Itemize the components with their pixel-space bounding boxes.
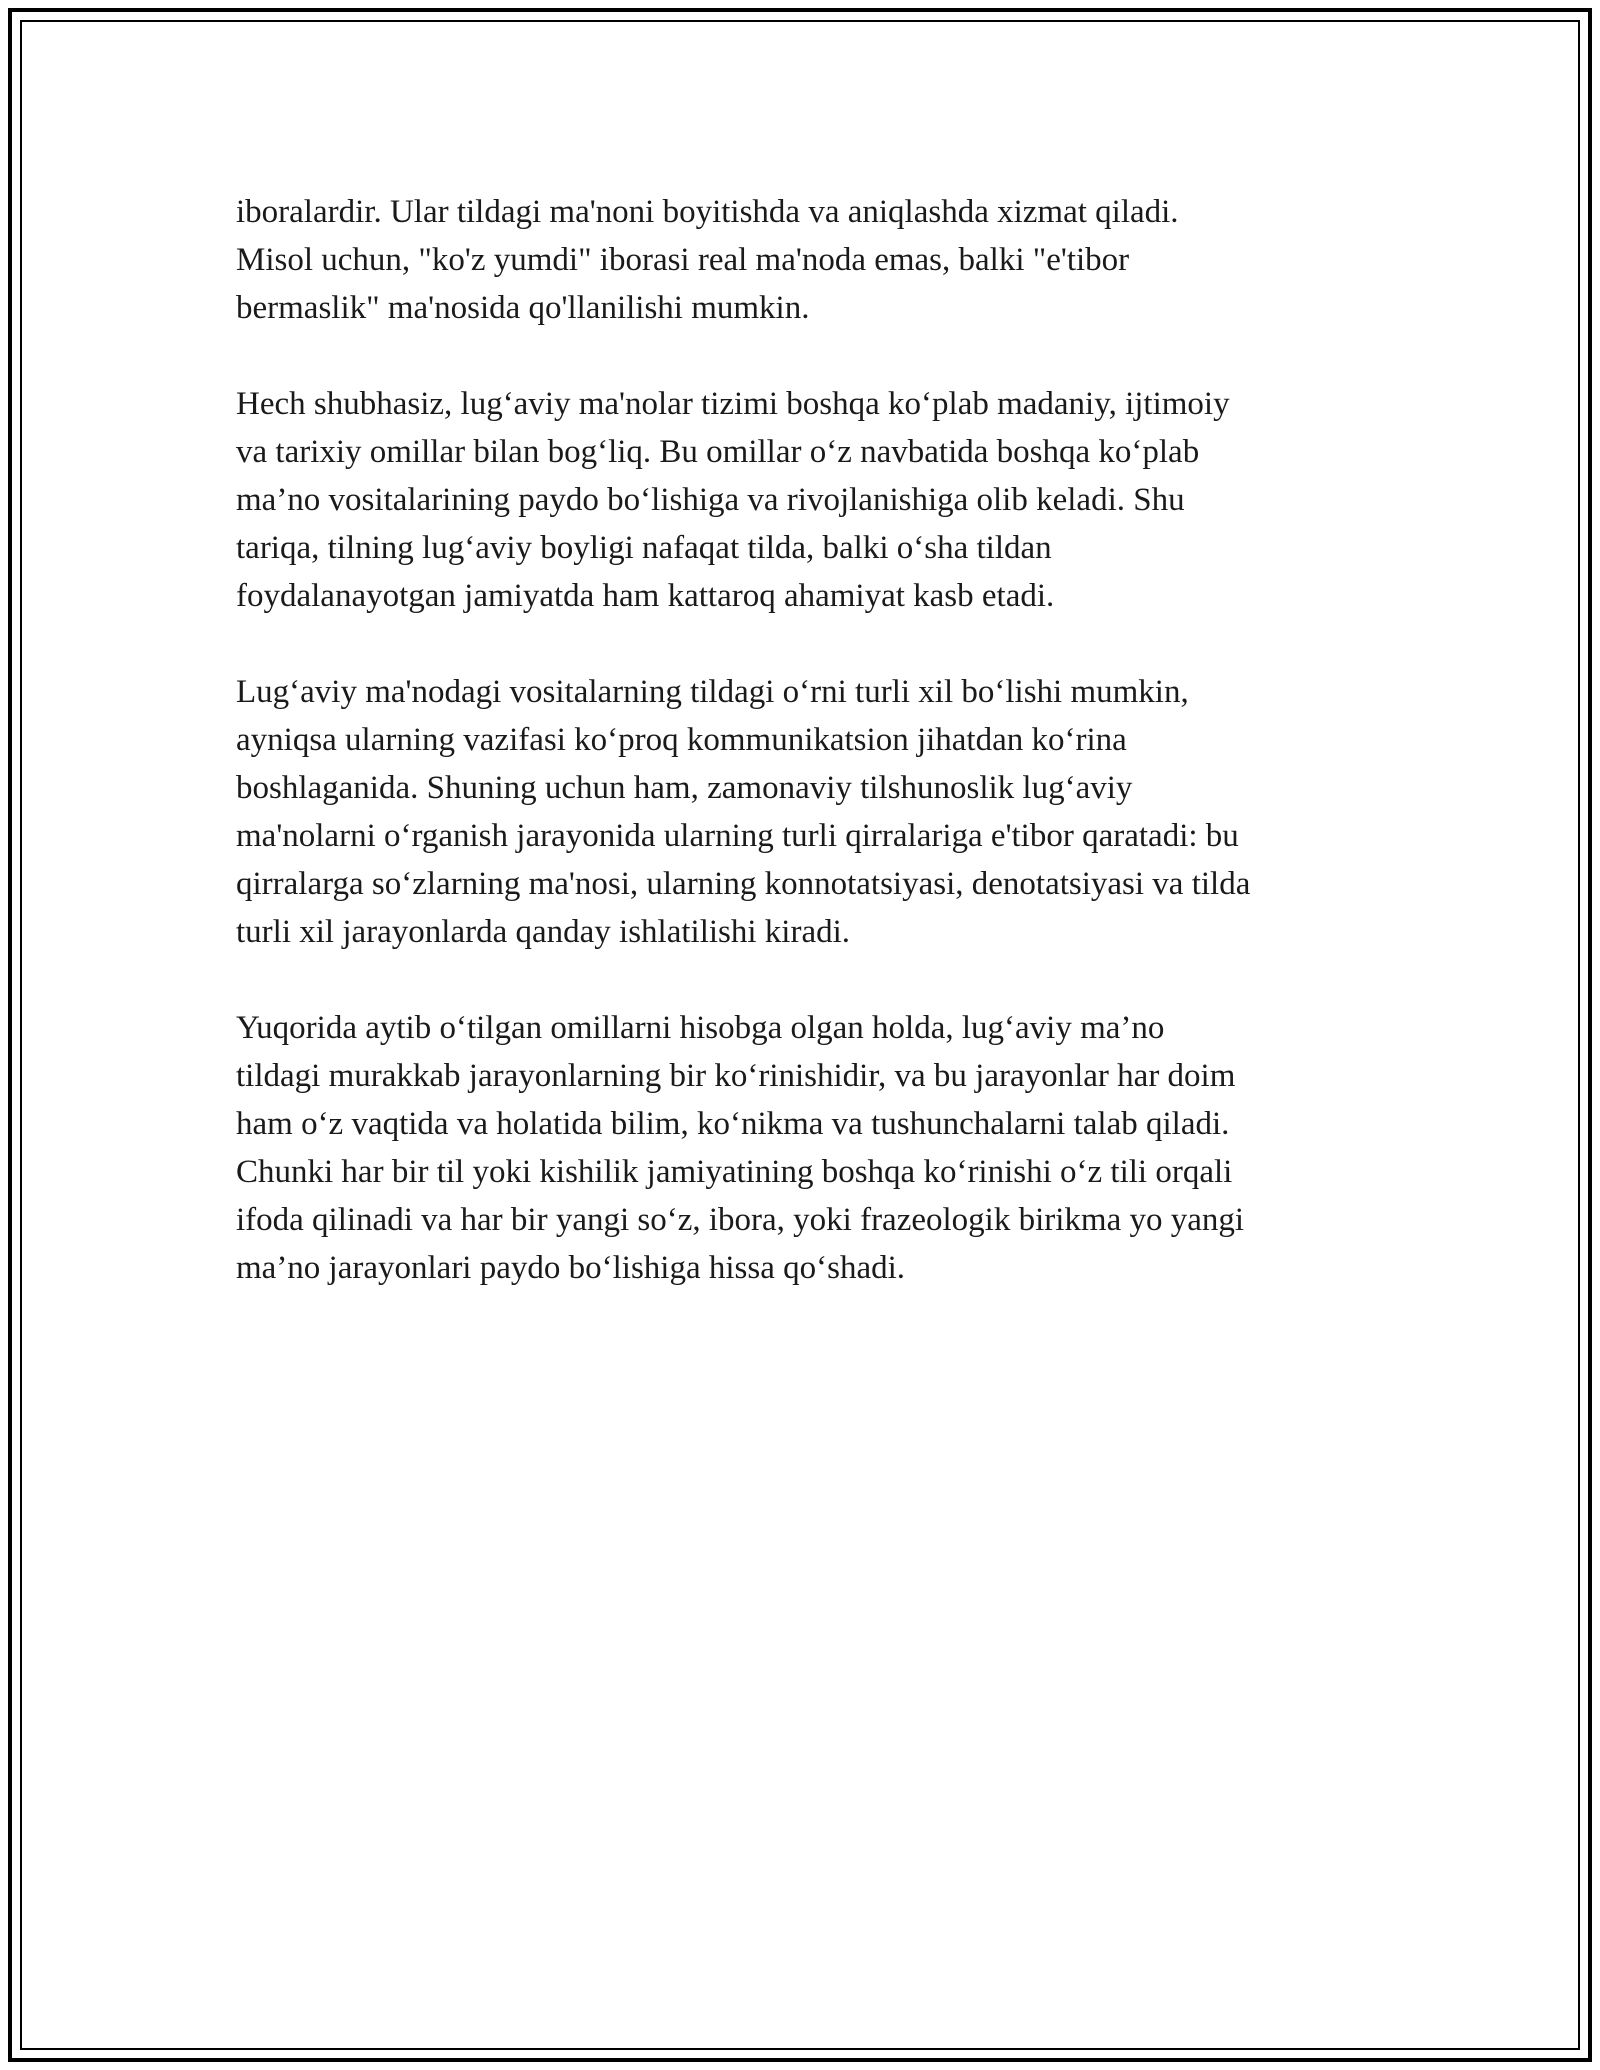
text-line: ifoda qilinadi va har bir yangi so‘z, ibora, yoki frazeologik birikma yo yangi — [236, 1202, 1245, 1238]
text-line: tildagi murakkab jarayonlarning bir ko‘rinishidir, va bu jarayonlar har doim — [236, 1058, 1236, 1094]
text-line: foydalanayotgan jamiyatda ham kattaroq ahamiyat kasb etadi. — [236, 578, 1055, 614]
text-line: qirralarga so‘zlarning ma'nosi, ularning konnotatsiyasi, denotatsiyasi va tilda — [236, 866, 1251, 902]
text-line: tariqa, tilning lug‘aviy boyligi nafaqat tilda, balki o‘sha tildan — [236, 530, 1052, 566]
paragraph-3 — [236, 668, 1396, 956]
text-line: bermaslik" ma'nosida qo'llanilishi mumkin. — [236, 290, 810, 326]
text-line: ham o‘z vaqtida va holatida bilim, ko‘nikma va tushunchalarni talab qiladi. — [236, 1106, 1230, 1142]
text-line: Hech shubhasiz, lug‘aviy ma'nolar tizimi boshqa ko‘plab madaniy, ijtimoiy — [236, 386, 1230, 422]
text-line: ma’no jarayonlari paydo bo‘lishiga hissa qo‘shadi. — [236, 1250, 906, 1286]
text-line: ma’no vositalarining paydo bo‘lishiga va rivojlanishiga olib keladi. Shu — [236, 482, 1185, 518]
paragraph-4 — [236, 1004, 1396, 1292]
text-line: turli xil jarayonlarda qanday ishlatilishi kiradi. — [236, 914, 851, 950]
paragraph-1 — [236, 188, 1396, 332]
text-line: Chunki har bir til yoki kishilik jamiyatining boshqa ko‘rinishi o‘z tili orqali — [236, 1154, 1233, 1190]
text-line: Yuqorida aytib o‘tilgan omillarni hisobga olgan holda, lug‘aviy ma’no — [236, 1010, 1165, 1046]
text-line: Misol uchun, "ko'z yumdi" iborasi real ma'noda emas, balki "e'tibor — [236, 242, 1130, 278]
text-line: ayniqsa ularning vazifasi ko‘proq kommunikatsion jihatdan ko‘rina — [236, 722, 1127, 758]
text-line: Lug‘aviy ma'nodagi vositalarning tildagi o‘rni turli xil bo‘lishi mumkin, — [236, 674, 1189, 710]
text-line: va tarixiy omillar bilan bog‘liq. Bu omillar o‘z navbatida boshqa ko‘plab — [236, 434, 1200, 470]
document-body — [236, 188, 1396, 1340]
text-line: ma'nolarni o‘rganish jarayonida ularning turli qirralariga e'tibor qaratadi: bu — [236, 818, 1239, 854]
paragraph-2 — [236, 380, 1396, 620]
text-line: boshlaganida. Shuning uchun ham, zamonaviy tilshunoslik lug‘aviy — [236, 770, 1133, 806]
text-line: iboralardir. Ular tildagi ma'noni boyitishda va aniqlashda xizmat qiladi. — [236, 194, 1179, 230]
